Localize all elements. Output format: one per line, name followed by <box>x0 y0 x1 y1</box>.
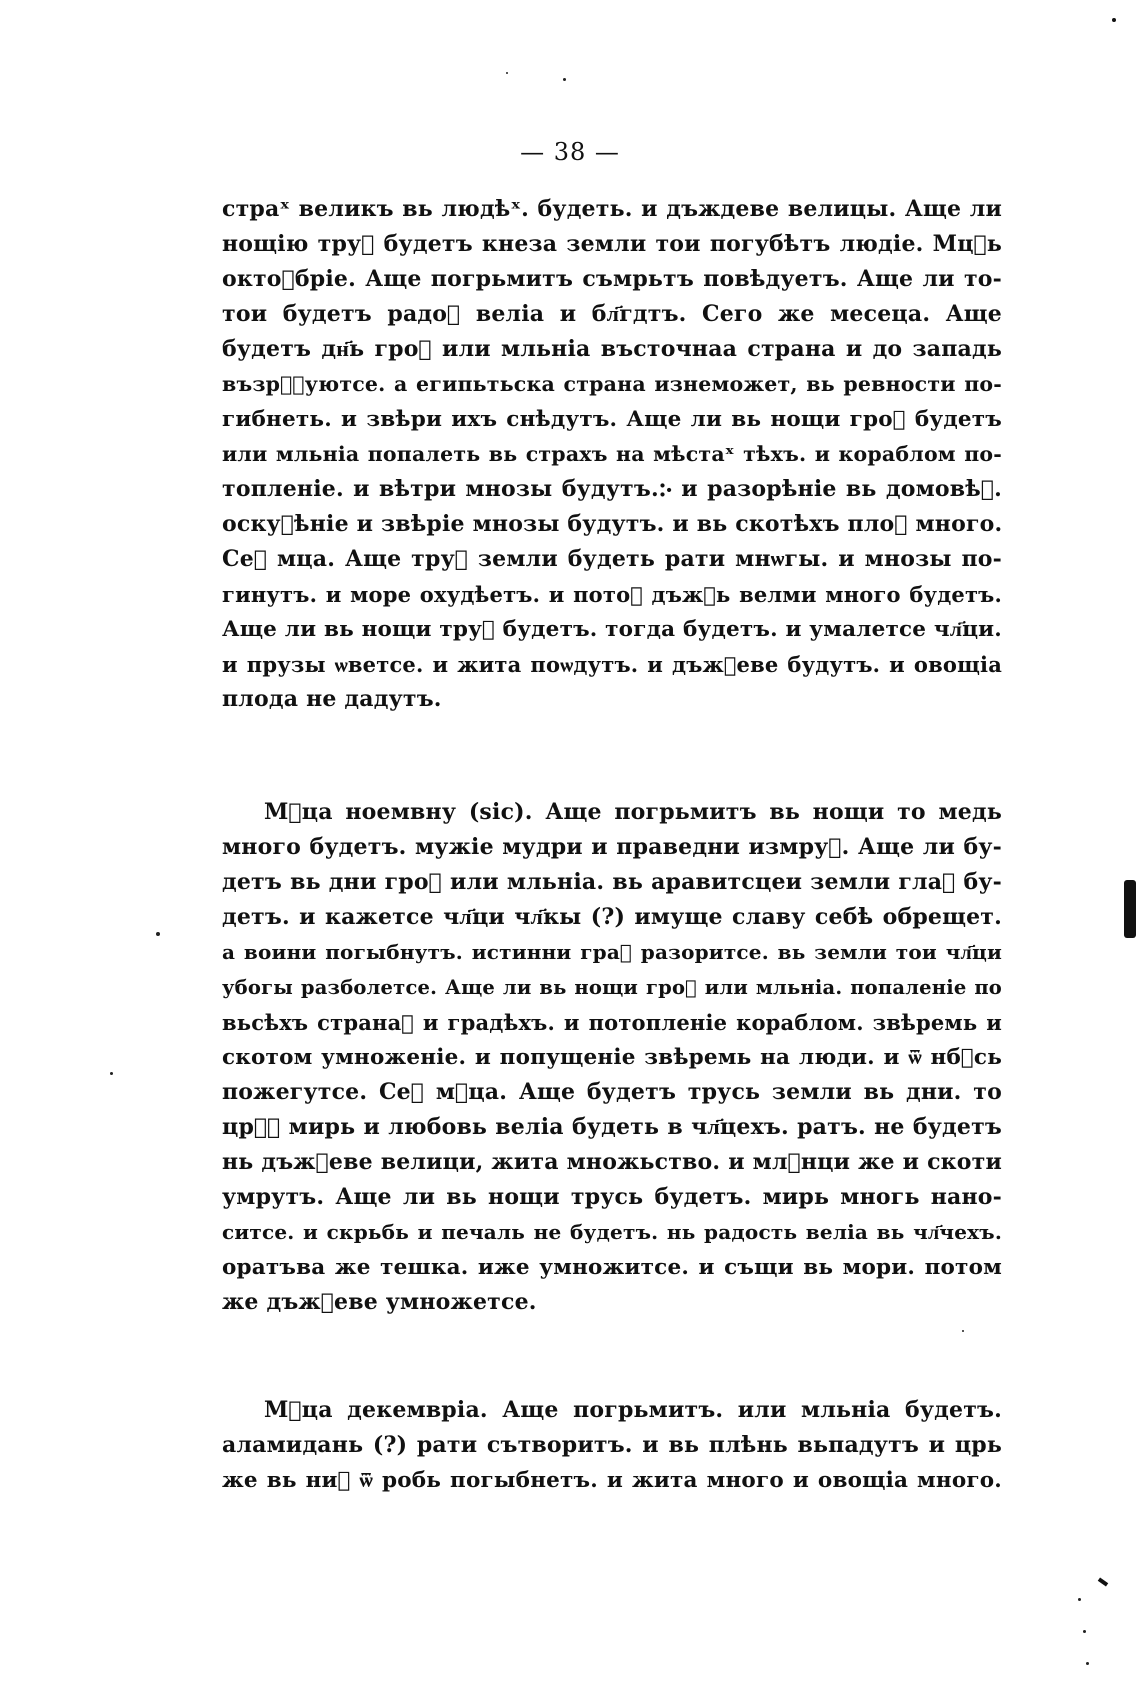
text-line: нь дъжⷣеве велици, жита множьство. и млⷣнци же и скоти <box>222 1149 1002 1175</box>
text-line: и прузы ѡветсе. и жита поѡдутъ. и дъжⷣеве будутъ. и овощіа <box>222 652 1002 677</box>
scan-speck <box>563 78 566 81</box>
text-line: же дъжⷣеве умножетсе. <box>222 1289 537 1315</box>
text-line: аламидань (?) рати сътворитъ. и вь плѣнь вьпадутъ и црь <box>222 1432 1002 1458</box>
text-line: възрⷪ҇уютсе. а египьтьска страна изнеможет, вь ревности по- <box>222 372 1002 396</box>
page-number: — 38 — <box>520 138 620 166</box>
scan-edge-mark <box>1112 18 1116 22</box>
text-line: вьсѣхъ странаⷨ и градѣхъ. и потопленіе кораблом. звѣремь и <box>222 1010 1002 1035</box>
text-line: скотом умноженіе. и попущеніе звѣремь на люди. и ѿ нбⷭсь <box>222 1045 1002 1070</box>
scan-edge-mark <box>1124 880 1136 938</box>
text-line: плода не дадутъ. <box>222 686 442 712</box>
text-line: страˣ великъ вь людѣˣ. будеть. и дъждеве велицы. Аще ли <box>222 196 1002 222</box>
text-line: пожегутсе. Сеⷢ мⷭца. Аще будетъ трусь земли вь дни. то <box>222 1079 1002 1105</box>
text-line: Мⷭца ноемвну (sic). Аще погрьмитъ вь нощи то медь <box>264 799 1002 825</box>
text-line: же вь ниⷯ ѿ робь погыбнетъ. и жита много и овощіа много. <box>222 1468 1002 1493</box>
text-line: детъ вь дни гроⷨ или мльніа. вь аравитсцеи земли глаⷣ бу- <box>222 869 1002 895</box>
text-line: детъ. и кажетсе чл҃ци чл҃кы (?) имуще славу себѣ обрещет. <box>222 904 1002 930</box>
scan-speck <box>1083 1630 1086 1633</box>
scan-edge-mark <box>1098 1577 1108 1586</box>
scan-speck <box>1078 1598 1081 1601</box>
paragraph-2 <box>222 795 1002 1320</box>
text-line: гинутъ. и море охудѣетъ. и потоⷨ дъжⷣь велми много будетъ. <box>222 582 1002 607</box>
scan-speck <box>1086 1662 1089 1665</box>
scan-speck <box>506 72 508 74</box>
text-line: оратъва же тешка. иже умножитсе. и същи вь мори. потом <box>222 1255 1002 1280</box>
text-line: Сеⷢ мца. Аще труⷭ земли будеть рати мнѡгы. и мнозы по- <box>222 546 1002 572</box>
text-line: октоⷨбріе. Аще погрьмитъ съмрьтъ повѣдуетъ. Аще ли то- <box>222 266 1002 292</box>
scan-speck <box>156 932 160 936</box>
text-line: ситсе. и скрьбь и печаль не будетъ. нь радость веліа вь чл҃чехъ. <box>222 1220 1002 1244</box>
scan-speck <box>962 1330 964 1332</box>
text-line: нощію труⷭ будетъ кнеза земли тои погубѣтъ людіе. Мцⷭь <box>222 231 1002 257</box>
text-line: топленіе. и вѣтри мнозы будутъ.჻ и разорѣніе вь домовѣⷨ. <box>222 476 1002 502</box>
scan-speck <box>110 1072 113 1075</box>
text-line: Аще ли вь нощи труⷭ будетъ. тогда будетъ. и умалетсе чл҃ци. <box>222 617 1002 642</box>
text-line: црⷭ҇ мирь и любовь веліа будеть в чл҃цехъ. ратъ. не будетъ <box>222 1114 1002 1140</box>
text-line: много будетъ. мужіе мудри и праведни измруⷮ. Аще ли бу- <box>222 834 1002 860</box>
text-line: умрутъ. Аще ли вь нощи трусь будетъ. мирь многь нано- <box>222 1184 1002 1210</box>
text-line: а воини погыбнутъ. истинни граⷣ разоритсе. вь земли тои чл҃ци <box>222 940 1002 964</box>
text-line: убогы разболетсе. Аще ли вь нощи гроⷨ или мльніа. попаленіе по <box>222 976 1002 999</box>
paragraph-3 <box>222 1393 1002 1498</box>
text-line: будетъ дн҃ь гроⷨ или мльніа въсточнаа страна и до западь <box>222 336 1002 362</box>
text-line: гибнеть. и звѣри ихъ снѣдутъ. Аще ли вь нощи гроⷨ будетъ <box>222 407 1002 432</box>
text-line: тои будетъ радоⷭ веліа и бл҃гдтъ. Сего же месеца. Аще <box>222 301 1002 327</box>
paragraph-1 <box>222 192 1002 717</box>
text-line: оскуⷣѣніе и звѣріе мнозы будутъ. и вь скотѣхъ плоⷣ много. <box>222 511 1003 537</box>
text-line: Мⷭца декемвріа. Аще погрьмитъ. или мльніа будетъ. <box>264 1397 1002 1423</box>
text-line: или мльніа попалеть вь страхъ на мѣстаˣ тѣхъ. и кораблом по- <box>222 442 1002 466</box>
